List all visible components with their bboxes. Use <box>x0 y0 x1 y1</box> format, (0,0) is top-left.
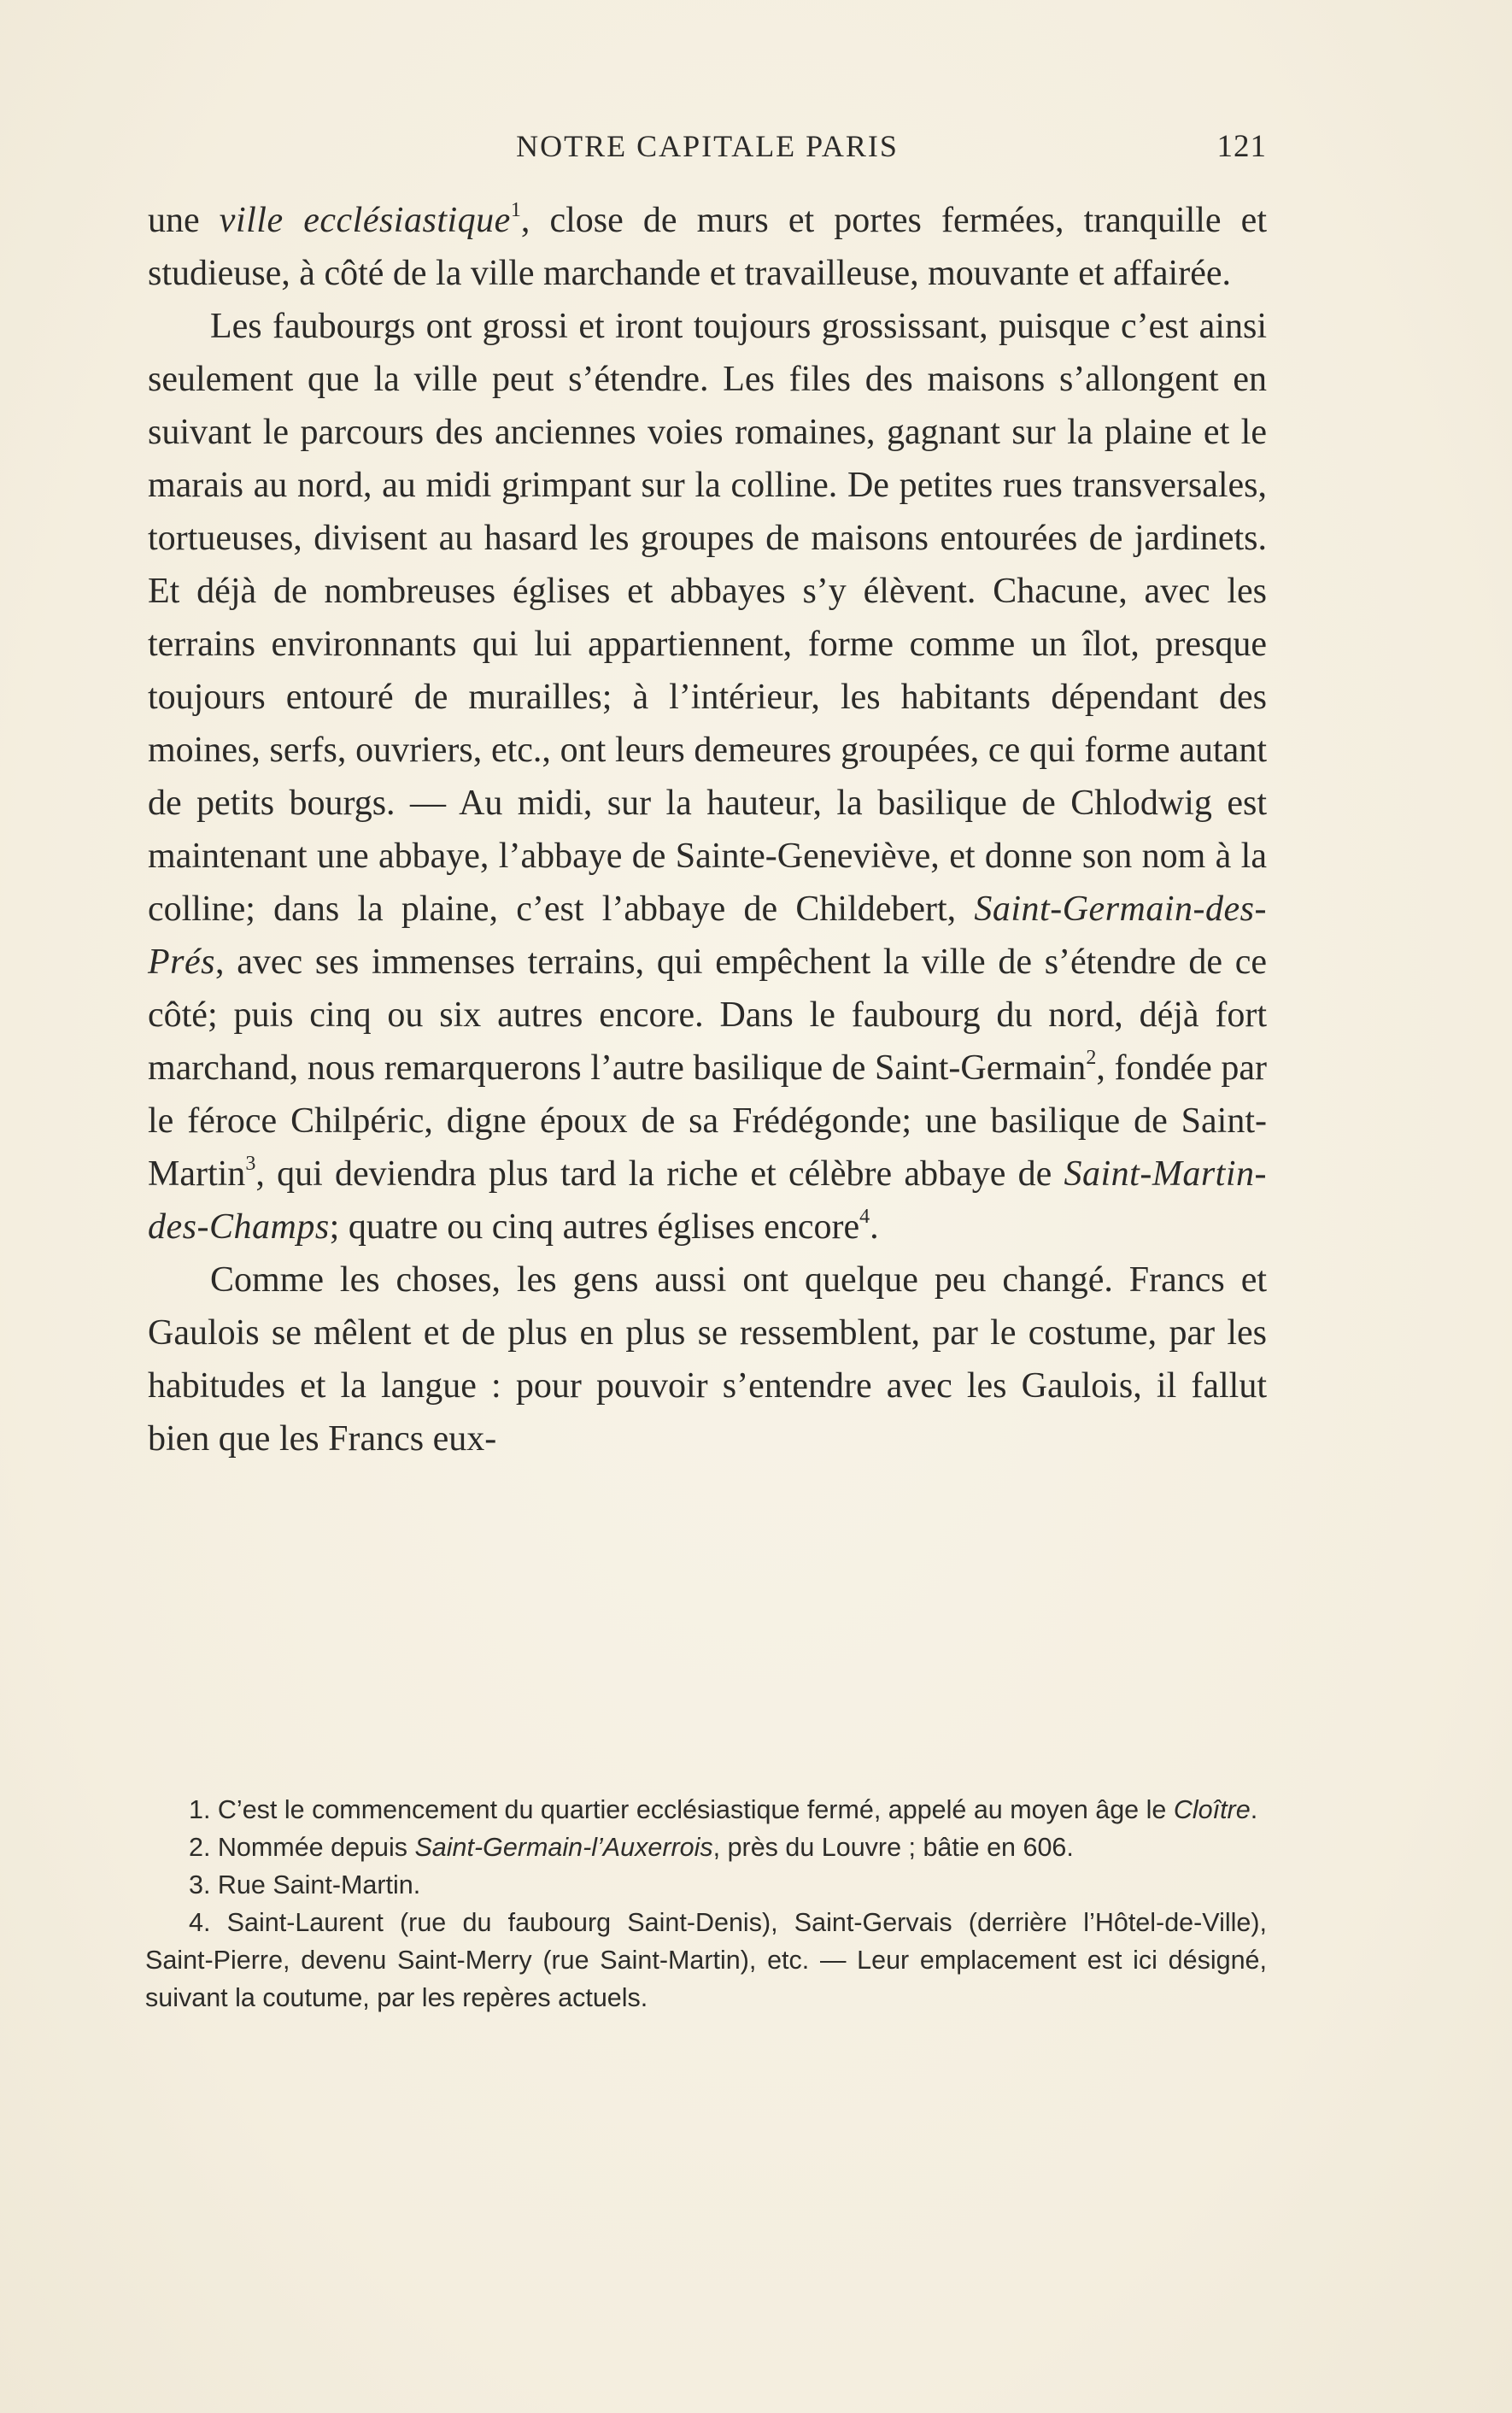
italic-term: Cloître <box>1173 1795 1251 1824</box>
footnote-ref: 1 <box>510 199 521 221</box>
body-text <box>148 194 1267 1465</box>
text-run: Comme les choses, les gens aussi ont quelque peu changé. Francs et Gaulois se mêlent et de plus en plus se ressemblent, par le costume, par les habitudes et la langue : pour pouvoir s’entendre avec les Gaulois, il fallut bien que les Francs eux- <box>148 1260 1267 1459</box>
footnote-ref: 2 <box>1086 1047 1097 1069</box>
italic-term: Saint-Germain-des-Prés <box>148 889 1267 982</box>
text-run: ; quatre ou cinq autres églises encore <box>329 1207 860 1247</box>
italic-term: ville ecclésiastique <box>219 201 511 240</box>
footnote-4 <box>145 1904 1267 2017</box>
text-run: 4. Saint-Laurent (rue du faubourg Saint-Denis), Saint-Gervais (derrière l’Hôtel-de-Ville), Saint-Pierre, devenu Saint-Merry (rue Saint-Martin), etc. — Leur emplacement est ici désigné, suivant la coutume, par les repères actuels. <box>145 1908 1267 2012</box>
page-number: 121 <box>1216 129 1267 164</box>
paragraph-2 <box>148 300 1267 1253</box>
text-run: 1. C’est le commencement du quartier ecclésiastique fermé, appelé au moyen âge le <box>189 1795 1174 1824</box>
paragraph-1 <box>148 194 1267 300</box>
text-run: , close de murs et portes fermées, tranquille et studieuse, à côté de la ville marchande et travailleuse, mouvante et affairée. <box>148 201 1267 293</box>
page-header <box>148 128 1267 173</box>
text-run: , près du Louvre ; bâtie en 606. <box>712 1833 1074 1862</box>
paragraph-3 <box>148 1253 1267 1465</box>
footnote-ref: 4 <box>859 1206 870 1228</box>
text-run: 3. Rue Saint-Martin. <box>189 1870 421 1899</box>
text-run: Les faubourgs ont grossi et iront toujours grossissant, puisque c’est ainsi seulement que la ville peut s’étendre. Les files des maisons s’allongent en suivant le parcours des anciennes voies romaines, gagnant sur la plaine et le marais au nord, au midi grimpant sur la colline. De petites rues transversales, tortueuses, divisent au hasard les groupes de maisons entourées de jardinets. Et déjà de nombreuses églises et abbayes s’y élèvent. Chacune, avec les terrains environnants qui lui appartiennent, forme comme un îlot, presque toujours entouré de murailles; à l’intérieur, les habitants dépendant des moines, serfs, ouvriers, etc., ont leurs demeures groupées, ce qui forme autant de petits bourgs. — Au midi, sur la hauteur, la basilique de Chlodwig est maintenant une abbaye, l’abbaye de Sainte-Geneviève, et donne son nom à la colline; dans la plaine, c’est l’abbaye de Childebert, <box>148 307 1267 929</box>
text-run: . <box>1250 1795 1258 1824</box>
footnote-3 <box>145 1866 1267 1904</box>
footnote-1 <box>145 1791 1267 1829</box>
italic-term: Saint-Germain-l’Auxerrois <box>414 1833 713 1862</box>
footnotes <box>145 1791 1267 2017</box>
text-run: , avec ses immenses terrains, qui empêchent la ville de s’étendre de ce côté; puis cinq ou six autres encore. Dans le faubourg du nord, déjà fort marchand, nous remarquerons l’autre basilique de Saint-Germain <box>148 942 1267 1088</box>
italic-term: Saint-Martin-des-Champs <box>148 1154 1267 1247</box>
text-run: une <box>148 201 220 240</box>
text-run: 2. Nommée depuis <box>189 1833 415 1862</box>
text-run: , fondée par le féroce Chilpéric, digne époux de sa Frédégonde; une basilique de Saint-Martin <box>148 1048 1267 1194</box>
footnote-ref: 3 <box>245 1153 256 1175</box>
text-run: . <box>870 1207 879 1247</box>
running-title: NOTRE CAPITALE PARIS <box>516 129 899 163</box>
footnote-2 <box>145 1829 1267 1866</box>
text-run: , qui deviendra plus tard la riche et célèbre abbaye de <box>255 1154 1064 1194</box>
